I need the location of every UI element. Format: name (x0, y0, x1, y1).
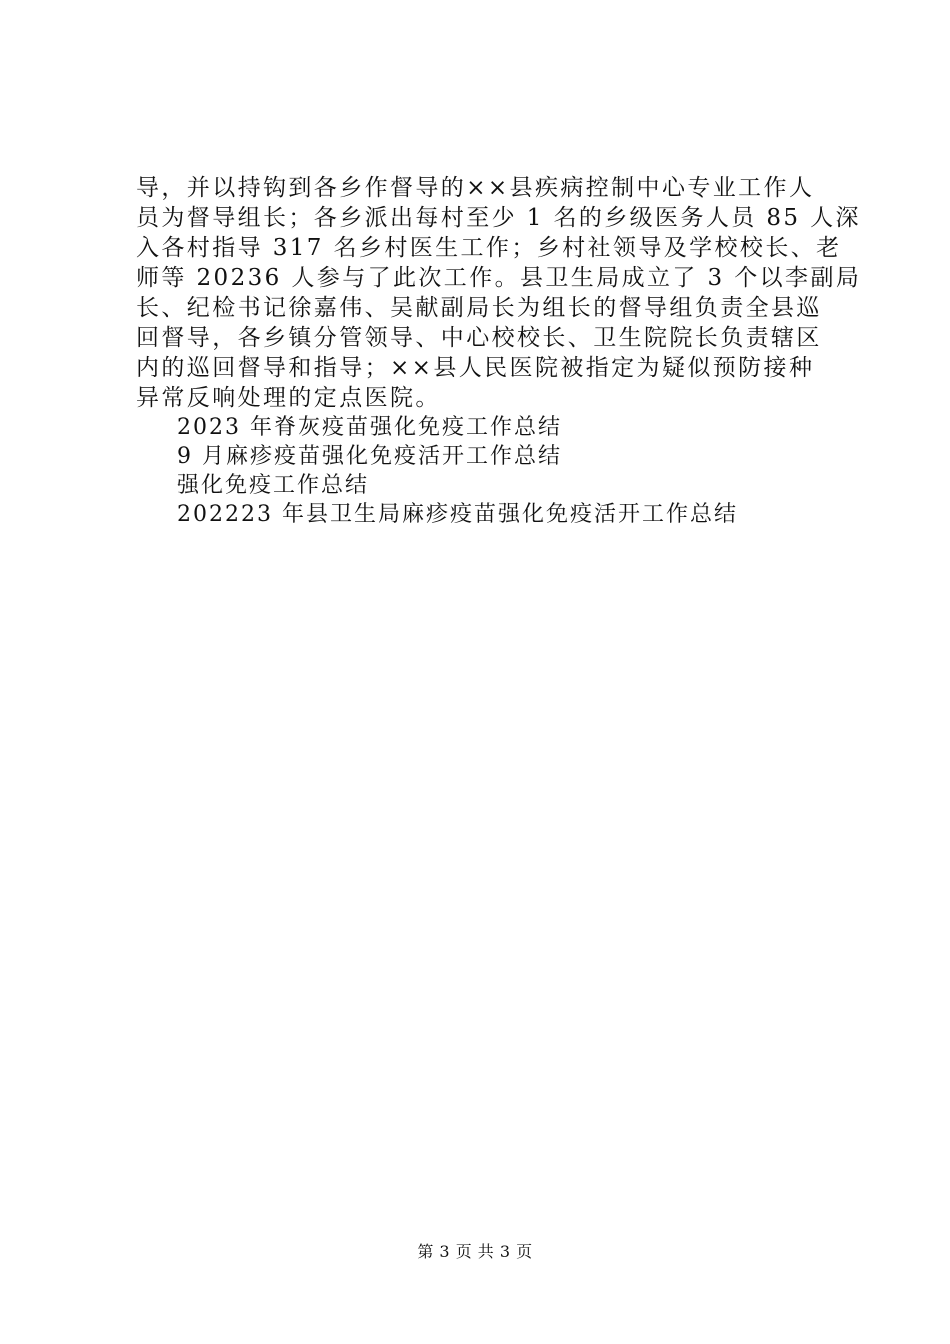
paragraph-line: 导，并以持钩到各乡作督导的××县疾病控制中心专业工作人 (136, 175, 815, 201)
paragraph-line: 师等 20236 人参与了此次工作。县卫生局成立了 3 个以李副局 (136, 265, 862, 291)
paragraph-line: 入各村指导 317 名乡村医生工作；乡村社领导及学校校长、老 (136, 235, 842, 261)
paragraph-line: 内的巡回督导和指导；××县人民医院被指定为疑似预防接种 (136, 355, 815, 381)
paragraph-line: 长、纪检书记徐嘉伟、吴献副局长为组长的督导组负责全县巡 (136, 295, 822, 321)
page-number-footer: 第 3 页 共 3 页 (417, 1242, 533, 1261)
related-title: 强化免疫工作总结 (177, 473, 370, 498)
paragraph-line: 回督导，各乡镇分管领导、中心校校长、卫生院院长负责辖区 (136, 325, 822, 351)
related-title: 202223 年县卫生局麻疹疫苗强化免疫活开工作总结 (177, 502, 738, 527)
document-body (136, 173, 862, 529)
paragraph-line: 异常反响处理的定点医院。 (136, 385, 441, 411)
related-title: 9 月麻疹疫苗强化免疫活开工作总结 (177, 444, 562, 469)
related-title: 2023 年脊灰疫苗强化免疫工作总结 (177, 415, 562, 440)
paragraph-line: 员为督导组长；各乡派出每村至少 1 名的乡级医务人员 85 人深 (136, 205, 861, 231)
